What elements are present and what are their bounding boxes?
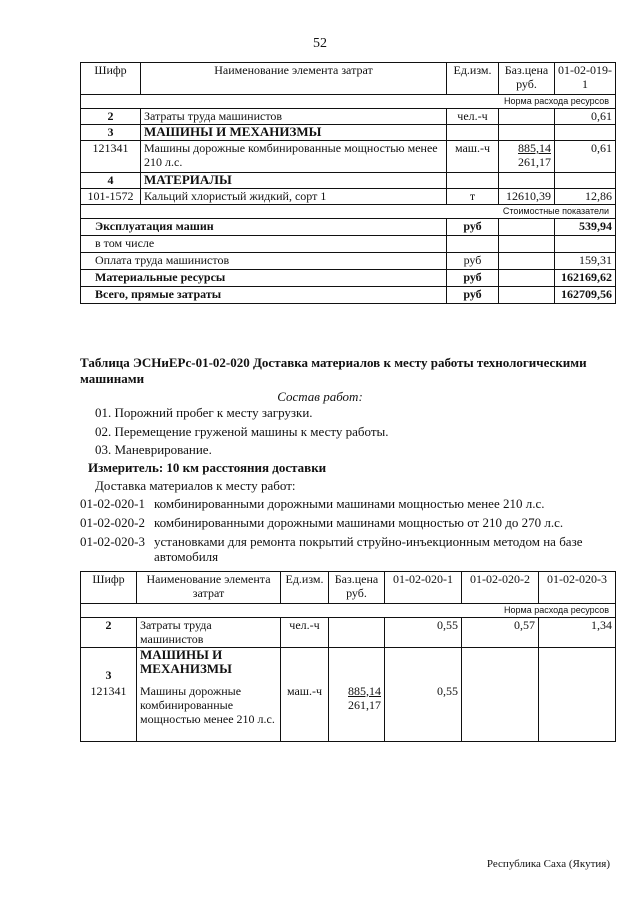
row-unit: маш.-ч — [281, 684, 329, 742]
cost-name: Эксплуатация машин — [81, 219, 447, 236]
row-code: 121341 — [81, 684, 137, 742]
row-value-3: 1,34 — [539, 618, 616, 648]
table-row — [81, 125, 616, 141]
cost-name: в том числе — [81, 236, 447, 253]
header-unit: Ед.изм. — [447, 63, 499, 95]
page-number: 52 — [313, 36, 327, 51]
cost-item — [81, 270, 616, 287]
row-value-3 — [539, 684, 616, 742]
header-name: Наименование элемента затрат — [141, 63, 447, 95]
cost-price — [499, 270, 555, 287]
row-unit: чел.-ч — [281, 618, 329, 648]
delivery-label: Доставка материалов к месту работ: — [95, 478, 296, 493]
row-value — [555, 173, 616, 189]
row-value-2 — [462, 648, 539, 684]
variant-item — [80, 515, 625, 531]
footer-region: Республика Саха (Якутия) — [486, 858, 610, 870]
table-header-row — [81, 572, 616, 604]
cost-name: Материальные ресурсы — [81, 270, 447, 287]
row-unit — [447, 125, 499, 141]
cost-price — [499, 236, 555, 253]
row-value-3 — [539, 648, 616, 684]
row-value-2 — [462, 684, 539, 742]
row-price: 12610,39 — [499, 189, 555, 205]
composition-title: Состав работ: — [277, 389, 363, 404]
header-unit: Ед.изм. — [281, 572, 329, 604]
variant-code: 01-02-020-3 — [80, 534, 145, 549]
header-price: Баз.цена руб. — [499, 63, 555, 95]
row-unit — [447, 173, 499, 189]
cost-item — [81, 287, 616, 304]
norm-row — [81, 604, 616, 618]
row-unit — [281, 648, 329, 684]
row-name: Затраты труда машинистов — [141, 109, 447, 125]
header-col3: 01-02-020-3 — [539, 572, 616, 604]
table-row — [81, 109, 616, 125]
header-price: Баз.цена руб. — [329, 572, 385, 604]
row-value: 12,86 — [555, 189, 616, 205]
row-unit: маш.-ч — [447, 141, 499, 173]
row-value-1 — [385, 648, 462, 684]
row-price: 885,14 261,17 — [329, 684, 385, 742]
operation-item: 02. Перемещение груженой машины к месту работы. — [95, 424, 389, 439]
row-price: 885,14 261,17 — [499, 141, 555, 173]
cost-price — [499, 253, 555, 270]
cost-item — [81, 236, 616, 253]
cost-unit: руб — [447, 287, 499, 304]
variant-code: 01-02-020-1 — [80, 496, 145, 511]
row-unit: чел.-ч — [447, 109, 499, 125]
row-price — [499, 109, 555, 125]
cost-price — [499, 219, 555, 236]
resource-table-01-02-019 — [80, 62, 616, 304]
cost-unit: руб — [447, 219, 499, 236]
measure: Измеритель: 10 км расстояния доставки — [88, 460, 327, 475]
row-code: 3 — [81, 125, 141, 141]
table-row — [81, 684, 616, 742]
table-row — [81, 173, 616, 189]
row-price — [499, 173, 555, 189]
variant-text: комбинированными дорожными машинами мощностью менее 210 л.с. — [154, 496, 545, 511]
variant-code: 01-02-020-2 — [80, 515, 145, 530]
header-code: Шифр — [81, 572, 137, 604]
norm-row — [81, 95, 616, 109]
table-header-row — [81, 63, 616, 95]
operation-item: 01. Порожний пробег к месту загрузки. — [95, 405, 313, 420]
variant-item — [80, 496, 625, 512]
row-value — [555, 125, 616, 141]
header-col1: 01-02-020-1 — [385, 572, 462, 604]
row-value-1: 0,55 — [385, 618, 462, 648]
row-name: Машины дорожные комбинированные мощностью менее 210 л.с. — [137, 684, 281, 742]
row-name: Машины дорожные комбинированные мощностью менее 210 л.с. — [141, 141, 447, 173]
resource-table-01-02-020 — [80, 571, 616, 742]
row-name: МАТЕРИАЛЫ — [141, 173, 447, 189]
row-value: 0,61 — [555, 109, 616, 125]
row-code: 4 — [81, 173, 141, 189]
row-price — [329, 618, 385, 648]
table-row — [81, 618, 616, 648]
cost-value: 162709,56 — [555, 287, 616, 304]
variant-text: установками для ремонта покрытий струйно-инъекционным методом на базе автомобиля — [154, 534, 583, 564]
table-row — [81, 189, 616, 205]
section-title: Таблица ЭСНиЕРс-01-02-020 Доставка материалов к месту работы технологическими машинами — [80, 355, 587, 386]
row-value-2: 0,57 — [462, 618, 539, 648]
table-row — [81, 141, 616, 173]
row-name: Кальций хлористый жидкий, сорт 1 — [141, 189, 447, 205]
header-col2: 01-02-020-2 — [462, 572, 539, 604]
row-price — [499, 125, 555, 141]
row-code: 2 — [81, 618, 137, 648]
row-code: 2 — [81, 109, 141, 125]
row-name: МАШИНЫ И МЕХАНИЗМЫ — [137, 648, 281, 684]
norm-label: Норма расхода ресурсов — [81, 95, 616, 109]
header-code: Шифр — [81, 63, 141, 95]
cost-item — [81, 219, 616, 236]
cost-item — [81, 253, 616, 270]
row-code: 121341 — [81, 141, 141, 173]
cost-unit — [447, 236, 499, 253]
table-row — [81, 648, 616, 684]
row-unit: т — [447, 189, 499, 205]
header-col1: 01-02-019-1 — [555, 63, 616, 95]
operation-item: 03. Маневрирование. — [95, 442, 212, 457]
header-name: Наименование элемента затрат — [137, 572, 281, 604]
row-code: 101-1572 — [81, 189, 141, 205]
cost-value — [555, 236, 616, 253]
cost-unit: руб — [447, 270, 499, 287]
norm-label: Норма расхода ресурсов — [81, 604, 616, 618]
cost-value: 159,31 — [555, 253, 616, 270]
cost-name: Всего, прямые затраты — [81, 287, 447, 304]
cost-row — [81, 205, 616, 219]
row-price — [329, 648, 385, 684]
row-code: 3 — [81, 648, 137, 684]
row-name: Затраты труда машинистов — [137, 618, 281, 648]
row-name: МАШИНЫ И МЕХАНИЗМЫ — [141, 125, 447, 141]
cost-price — [499, 287, 555, 304]
row-value: 0,61 — [555, 141, 616, 173]
cost-value: 539,94 — [555, 219, 616, 236]
cost-value: 162169,62 — [555, 270, 616, 287]
cost-name: Оплата труда машинистов — [81, 253, 447, 270]
row-value-1: 0,55 — [385, 684, 462, 742]
variant-text: комбинированными дорожными машинами мощностью от 210 до 270 л.с. — [154, 515, 564, 530]
cost-label: Стоимостные показатели — [81, 205, 616, 219]
variant-item — [80, 534, 625, 564]
cost-unit: руб — [447, 253, 499, 270]
